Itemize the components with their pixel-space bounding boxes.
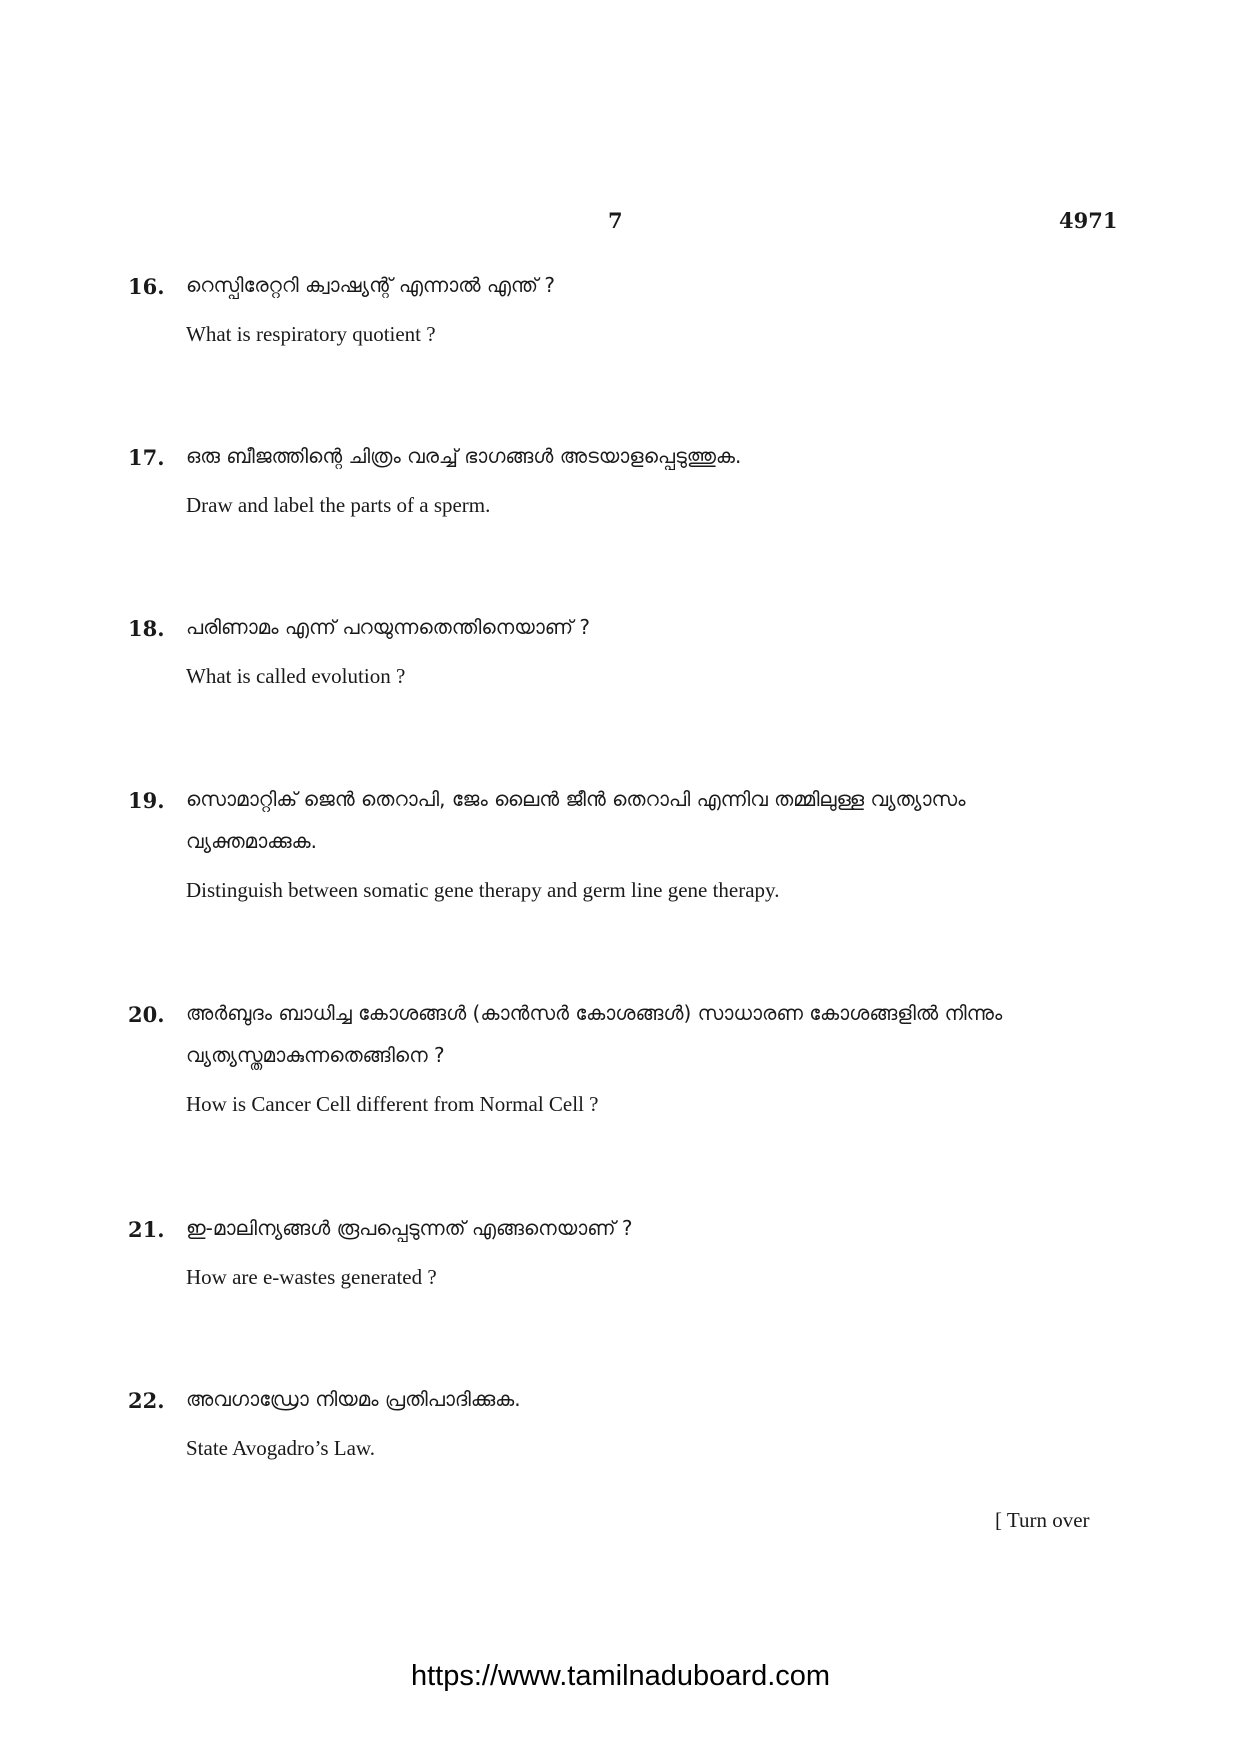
question-text-malayalam: അർബുദം ബാധിച്ച കോശങ്ങൾ (കാൻസർ കോശങ്ങൾ) സാധാരണ കോശങ്ങളിൽ നിന്നും വ്യത്യസ്തമാകുന്നതെങ്ങിനെ ? bbox=[186, 1001, 1003, 1067]
question-20 bbox=[128, 1002, 1088, 1118]
question-text-malayalam: ഇ-മാലിന്യങ്ങൾ രൂപപ്പെടുന്നത് എങ്ങനെയാണ് ? bbox=[186, 1216, 633, 1240]
question-text-english: How are e-wastes generated ? bbox=[186, 1265, 437, 1289]
question-text-english: Distinguish between somatic gene therapy and germ line gene therapy. bbox=[186, 878, 780, 902]
question-22 bbox=[128, 1388, 1088, 1462]
question-21 bbox=[128, 1217, 1088, 1291]
footer-url[interactable]: https://www.tamilnaduboard.com bbox=[410, 1660, 831, 1692]
question-text-malayalam: പരിണാമം എന്ന് പറയുന്നതെന്തിനെയാണ് ? bbox=[186, 615, 591, 639]
question-number: 17. bbox=[128, 445, 165, 470]
question-number: 19. bbox=[128, 788, 165, 813]
question-text-malayalam: അവഗാഡ്രോ നിയമം പ്രതിപാദിക്കുക. bbox=[186, 1387, 521, 1411]
question-text-malayalam: ഒരു ബീജത്തിന്റെ ചിത്രം വരച്ച് ഭാഗങ്ങൾ അടയാളപ്പെടുത്തുക. bbox=[186, 444, 742, 468]
question-text-english: Draw and label the parts of a sperm. bbox=[186, 493, 491, 517]
question-16 bbox=[128, 274, 1088, 348]
question-18 bbox=[128, 616, 1088, 690]
question-number: 22. bbox=[128, 1388, 165, 1413]
turn-over-note: [ Turn over bbox=[995, 1508, 1090, 1532]
paper-code: 4971 bbox=[1059, 208, 1118, 233]
question-text-english: State Avogadro’s Law. bbox=[186, 1436, 375, 1460]
question-number: 18. bbox=[128, 616, 165, 641]
question-text-english: How is Cancer Cell different from Normal Cell ? bbox=[186, 1092, 599, 1116]
question-text-english: What is called evolution ? bbox=[186, 664, 406, 688]
question-text-malayalam: റെസ്പിരേറ്ററി ക്വാഷ്യന്റ് എന്നാൽ എന്ത് ? bbox=[186, 273, 556, 297]
question-number: 16. bbox=[128, 274, 165, 299]
question-number: 21. bbox=[128, 1217, 165, 1242]
question-text-english: What is respiratory quotient ? bbox=[186, 322, 436, 346]
question-17 bbox=[128, 445, 1088, 519]
page-number: 7 bbox=[608, 208, 623, 233]
question-19 bbox=[128, 788, 1088, 904]
question-text-malayalam: സൊമാറ്റിക് ജെൻ തെറാപി, ജേം ലൈൻ ജീൻ തെറാപി എന്നിവ തമ്മിലുള്ള വ്യത്യാസം വ്യക്തമാക്കുക. bbox=[186, 787, 966, 853]
question-number: 20. bbox=[128, 1002, 165, 1027]
